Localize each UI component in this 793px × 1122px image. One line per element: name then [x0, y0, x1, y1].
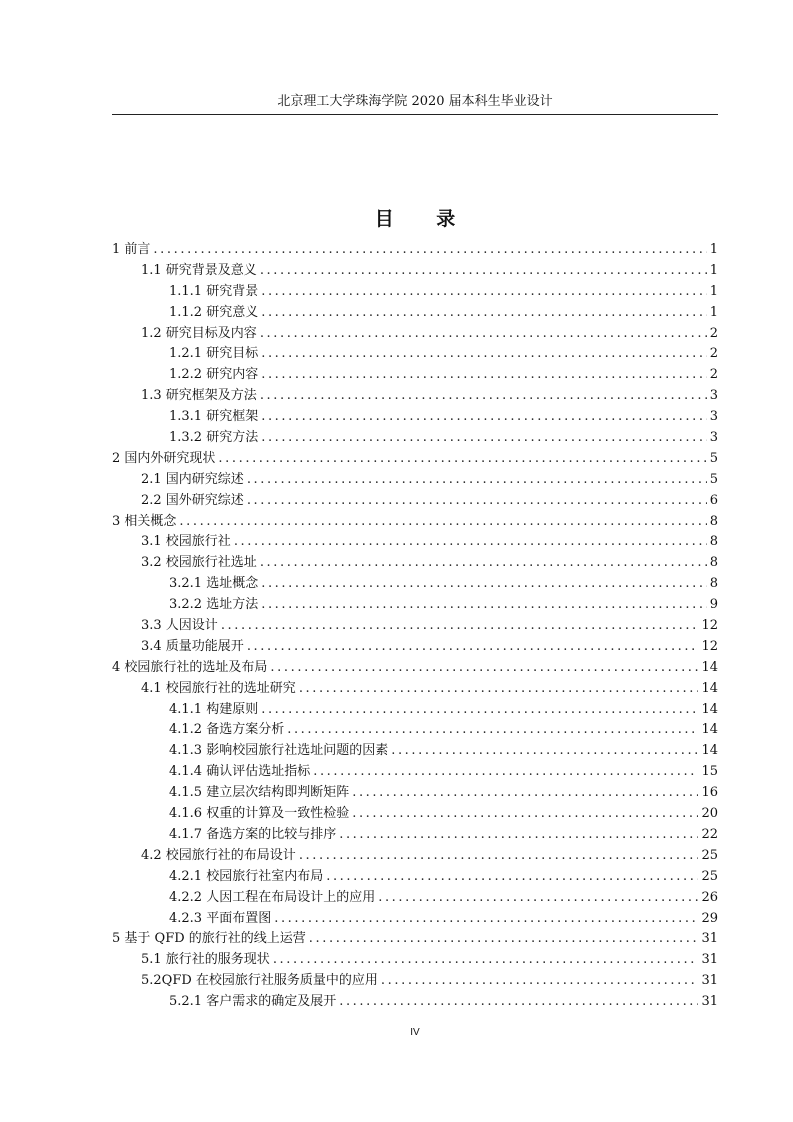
toc-entry-page: 14 — [701, 701, 718, 717]
toc-entry[interactable] — [112, 240, 718, 261]
toc-dot-leader — [261, 344, 707, 365]
toc-entry[interactable] — [112, 365, 718, 386]
toc-entry[interactable] — [112, 762, 718, 783]
toc-entry-label: 1.3 研究框架及方法 — [141, 388, 257, 404]
toc-entry-label: 4.1.1 构建原则 — [169, 701, 259, 717]
toc-entry-label: 4.2.1 校园旅行社室内布局 — [169, 868, 324, 884]
toc-dot-leader — [352, 783, 698, 804]
toc-dot-leader — [261, 700, 698, 721]
toc-entry-page: 14 — [701, 743, 718, 759]
toc-entry[interactable] — [112, 888, 718, 909]
toc-entry[interactable] — [112, 971, 718, 992]
toc-dot-leader — [218, 449, 706, 470]
toc-entry-label: 1.1.1 研究背景 — [169, 283, 259, 299]
toc-entry-page: 2 — [709, 325, 718, 341]
toc-entry-page: 2 — [709, 367, 718, 383]
toc-entry-page: 1 — [709, 242, 718, 257]
toc-entry[interactable] — [112, 574, 718, 595]
toc-dot-leader — [261, 282, 707, 303]
toc-dot-leader — [299, 679, 699, 700]
toc-dot-leader — [313, 762, 698, 783]
toc-entry-label: 3.1 校园旅行社 — [141, 534, 231, 550]
toc-dot-leader — [326, 867, 698, 888]
toc-entry-label: 5.2QFD 在校园旅行社服务质量中的应用 — [141, 973, 378, 989]
toc-entry[interactable] — [112, 992, 718, 1013]
toc-entry[interactable] — [112, 783, 718, 804]
header-rule — [112, 114, 718, 115]
toc-dot-leader — [261, 428, 707, 449]
toc-entry-label: 1.3.1 研究框架 — [169, 409, 259, 425]
toc-entry[interactable] — [112, 470, 718, 491]
toc-entry[interactable] — [112, 261, 718, 282]
toc-entry-page: 31 — [701, 952, 718, 968]
toc-entry-page: 20 — [701, 806, 718, 822]
toc-entry-page: 15 — [701, 764, 718, 780]
toc-dot-leader — [352, 804, 698, 825]
toc-entry-label: 4.2.3 平面布置图 — [169, 910, 272, 926]
toc-entry-page: 1 — [709, 304, 718, 320]
toc-entry-label: 4.1.5 建立层次结构即判断矩阵 — [169, 785, 350, 801]
toc-entry[interactable] — [112, 825, 718, 846]
toc-dot-leader — [260, 386, 707, 407]
toc-entry-label: 4.1.6 权重的计算及一致性检验 — [169, 806, 350, 822]
toc-entry[interactable] — [112, 324, 718, 345]
toc-entry-page: 8 — [709, 513, 718, 529]
table-of-contents — [112, 240, 718, 1013]
toc-dot-leader — [261, 365, 707, 386]
toc-entry-label: 2 国内外研究现状 — [112, 450, 216, 466]
toc-entry[interactable] — [112, 428, 718, 449]
toc-entry-page: 3 — [709, 430, 718, 446]
running-header: 北京理工大学珠海学院 2020 届本科生毕业设计 — [277, 94, 553, 109]
toc-entry-label: 3.2.2 选址方法 — [169, 597, 259, 613]
toc-dot-leader — [273, 950, 699, 971]
toc-entry-label: 4.1.4 确认评估选址指标 — [169, 764, 311, 780]
toc-entry[interactable] — [112, 407, 718, 428]
toc-entry[interactable] — [112, 741, 718, 762]
toc-entry-label: 5.2.1 客户需求的确定及展开 — [169, 994, 337, 1010]
toc-entry-page: 12 — [701, 618, 718, 634]
toc-dot-leader — [270, 658, 698, 679]
toc-entry-page: 14 — [701, 659, 718, 675]
toc-entry[interactable] — [112, 846, 718, 867]
page-number: IV — [410, 1027, 420, 1038]
toc-entry-label: 4.1.7 备选方案的比较与排序 — [169, 826, 337, 842]
toc-entry-page: 1 — [709, 262, 718, 278]
toc-entry[interactable] — [112, 616, 718, 637]
toc-entry-label: 4.1.3 影响校园旅行社选址问题的因素 — [169, 743, 389, 759]
toc-entry-page: 3 — [709, 409, 718, 425]
toc-entry-page: 12 — [701, 638, 718, 654]
toc-entry-label: 1.2.1 研究目标 — [169, 346, 259, 362]
toc-entry-label: 1.1.2 研究意义 — [169, 304, 259, 320]
toc-entry-label: 1.2.2 研究内容 — [169, 367, 259, 383]
toc-dot-leader — [299, 846, 699, 867]
toc-dot-leader — [274, 909, 698, 930]
toc-dot-leader — [179, 512, 706, 533]
toc-entry-label: 4.1.2 备选方案分析 — [169, 722, 285, 738]
toc-entry-label: 2.1 国内研究综述 — [141, 471, 244, 487]
toc-entry-page: 16 — [701, 785, 718, 801]
toc-entry[interactable] — [112, 700, 718, 721]
toc-entry-label: 4.2.2 人因工程在布局设计上的应用 — [169, 889, 376, 905]
toc-dot-leader — [261, 407, 707, 428]
toc-entry-page: 5 — [709, 450, 718, 466]
toc-entry[interactable] — [112, 679, 718, 700]
toc-dot-leader — [339, 992, 698, 1013]
toc-entry-label: 2.2 国外研究综述 — [141, 492, 244, 508]
toc-entry-page: 22 — [701, 826, 718, 842]
toc-dot-leader — [260, 261, 707, 282]
toc-entry-page: 14 — [701, 680, 718, 696]
toc-dot-leader — [261, 303, 707, 324]
toc-dot-leader — [391, 741, 698, 762]
toc-entry-label: 4.2 校园旅行社的布局设计 — [141, 847, 296, 863]
toc-entry[interactable] — [112, 282, 718, 303]
toc-entry[interactable] — [112, 720, 718, 741]
toc-entry-page: 1 — [709, 283, 718, 299]
toc-entry[interactable] — [112, 804, 718, 825]
toc-entry-label: 4.1 校园旅行社的选址研究 — [141, 680, 296, 696]
toc-dot-leader — [260, 553, 707, 574]
toc-dot-leader — [339, 825, 698, 846]
toc-entry-page: 8 — [709, 555, 718, 571]
toc-entry[interactable] — [112, 929, 718, 950]
toc-entry-page: 6 — [709, 492, 718, 508]
toc-entry[interactable] — [112, 303, 718, 324]
toc-entry[interactable] — [112, 386, 718, 407]
toc-entry-page: 31 — [701, 973, 718, 989]
toc-entry-label: 1.3.2 研究方法 — [169, 430, 259, 446]
toc-entry-page: 26 — [701, 889, 718, 905]
toc-entry[interactable] — [112, 950, 718, 971]
toc-dot-leader — [247, 491, 707, 512]
toc-dot-leader — [287, 720, 698, 741]
toc-entry-page: 5 — [709, 471, 718, 487]
toc-entry-page: 31 — [701, 931, 718, 947]
toc-entry[interactable] — [112, 449, 718, 470]
toc-entry-label: 5.1 旅行社的服务现状 — [141, 952, 270, 968]
toc-entry[interactable] — [112, 344, 718, 365]
toc-dot-leader — [221, 616, 699, 637]
toc-entry-label: 1.1 研究背景及意义 — [141, 262, 257, 278]
toc-entry[interactable] — [112, 553, 718, 574]
toc-dot-leader — [309, 929, 699, 950]
toc-entry-page: 14 — [701, 722, 718, 738]
toc-entry-label: 3.3 人因设计 — [141, 618, 218, 634]
toc-entry[interactable] — [112, 595, 718, 616]
toc-entry-page: 2 — [709, 346, 718, 362]
page-title: 目 录 — [374, 208, 474, 230]
toc-entry-label: 5 基于 QFD 的旅行社的线上运营 — [112, 931, 306, 947]
toc-entry-page: 8 — [709, 576, 718, 592]
toc-dot-leader — [261, 595, 707, 616]
toc-entry-label: 4 校园旅行社的选址及布局 — [112, 659, 268, 675]
toc-entry-page: 31 — [701, 994, 718, 1010]
toc-dot-leader — [381, 971, 699, 992]
toc-entry[interactable] — [112, 909, 718, 930]
toc-entry-page: 3 — [709, 388, 718, 404]
toc-entry-label: 3.4 质量功能展开 — [141, 638, 244, 654]
toc-dot-leader — [247, 637, 699, 658]
toc-entry-label: 1 前言 — [112, 242, 151, 257]
toc-entry[interactable] — [112, 867, 718, 888]
toc-entry-page: 25 — [701, 868, 718, 884]
toc-entry[interactable] — [112, 637, 718, 658]
toc-dot-leader — [153, 240, 706, 261]
toc-dot-leader — [261, 574, 707, 595]
toc-entry[interactable] — [112, 491, 718, 512]
toc-entry-page: 25 — [701, 847, 718, 863]
toc-dot-leader — [378, 888, 698, 909]
toc-dot-leader — [247, 470, 707, 491]
toc-entry[interactable] — [112, 532, 718, 553]
toc-entry-page: 9 — [709, 597, 718, 613]
toc-entry[interactable] — [112, 512, 718, 533]
toc-entry-label: 1.2 研究目标及内容 — [141, 325, 257, 341]
toc-entry-page: 8 — [709, 534, 718, 550]
toc-dot-leader — [234, 532, 707, 553]
toc-entry[interactable] — [112, 658, 718, 679]
toc-entry-label: 3.2 校园旅行社选址 — [141, 555, 257, 571]
toc-dot-leader — [260, 324, 707, 345]
toc-entry-label: 3 相关概念 — [112, 513, 177, 529]
toc-entry-page: 29 — [701, 910, 718, 926]
toc-entry-label: 3.2.1 选址概念 — [169, 576, 259, 592]
